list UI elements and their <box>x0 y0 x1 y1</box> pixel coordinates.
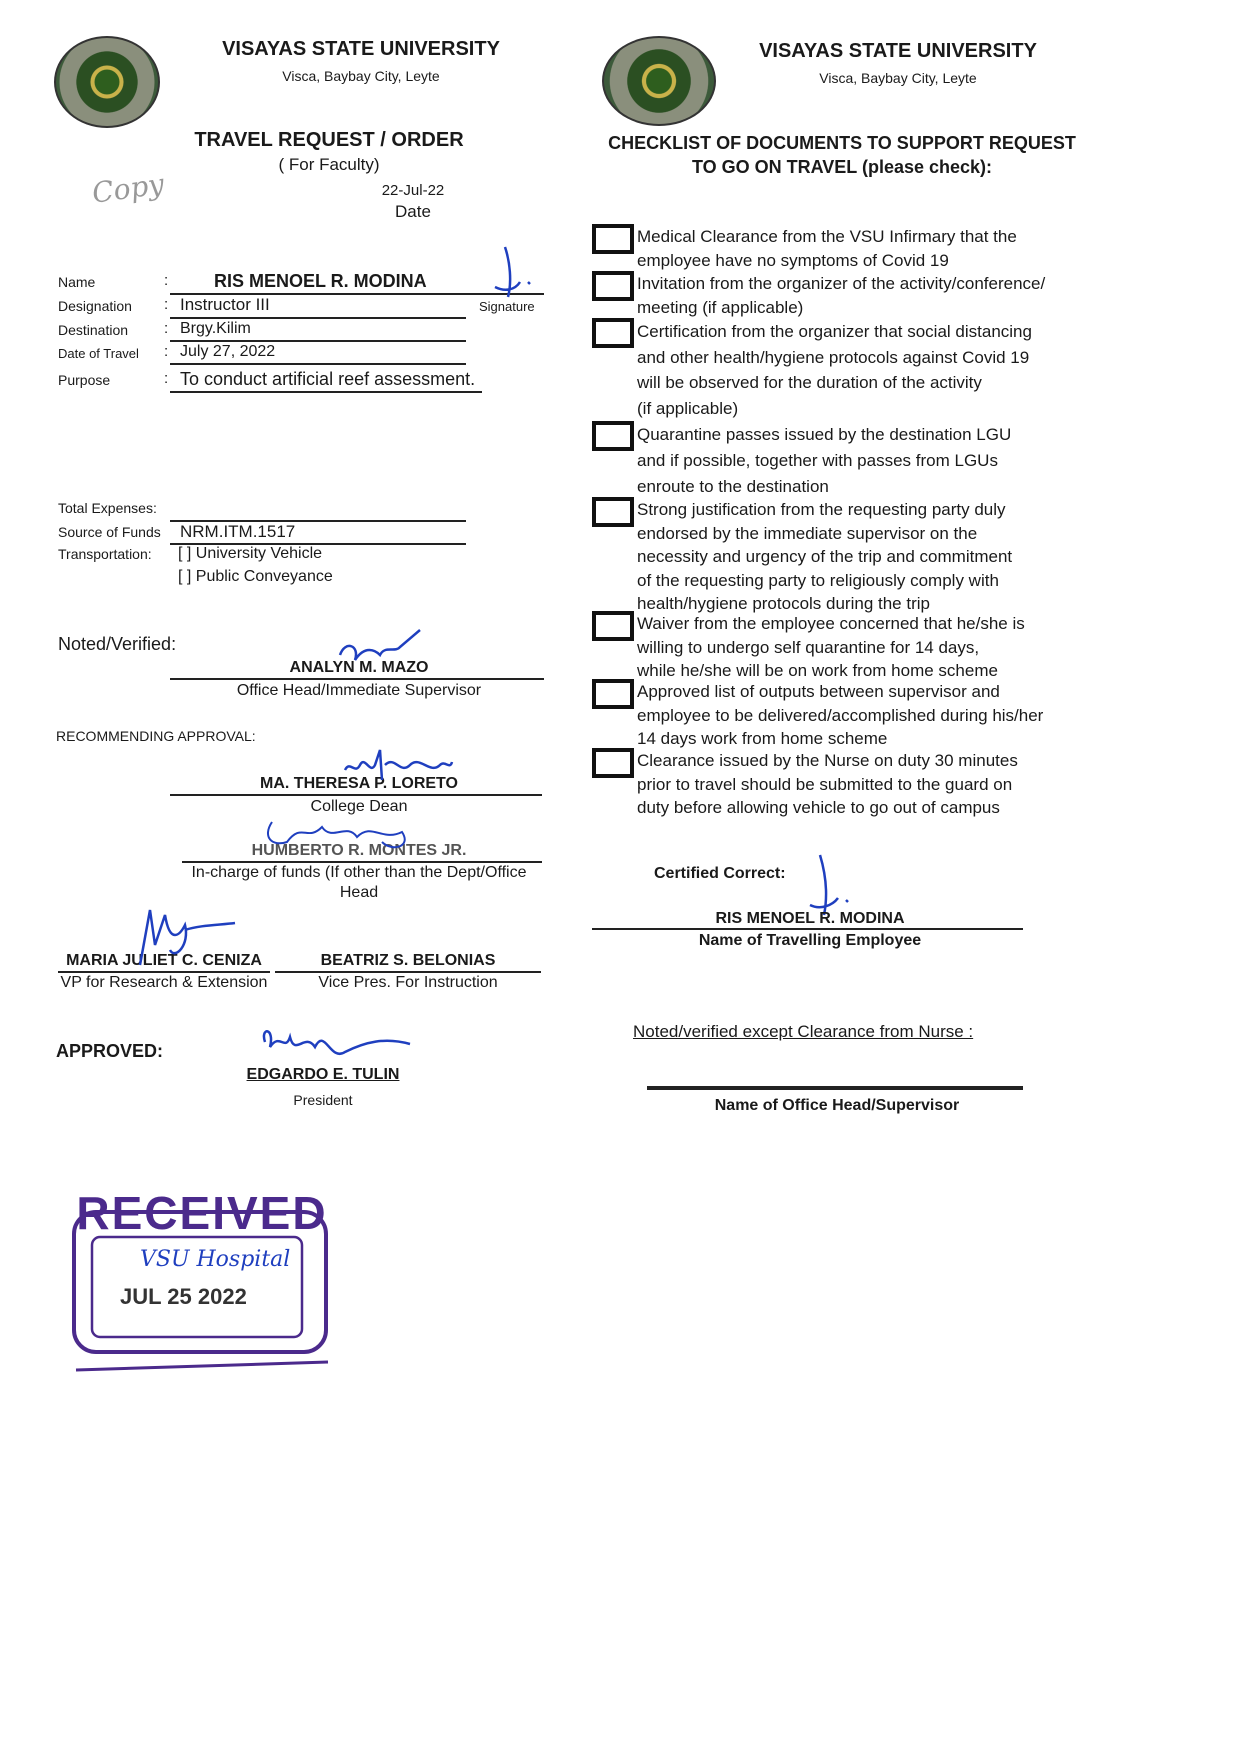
dean-title: College Dean <box>310 798 408 815</box>
designation-label: Designation <box>58 298 132 314</box>
copy-mark: Copy <box>90 167 166 210</box>
travel-date-colon: : <box>164 343 169 360</box>
dean-name: MA. THERESA P. LORETO <box>260 775 458 792</box>
checklist-item-invitation: Invitation from the organizer of the activity/conference/ meeting (if applicable) <box>637 274 1046 317</box>
travel-date-underline <box>170 363 466 365</box>
total-expenses-label: Total Expenses: <box>58 500 157 516</box>
signature-vp-research <box>130 905 240 975</box>
funds-incharge-underline <box>182 861 542 863</box>
signature-applicant <box>490 242 540 302</box>
transport-option-university-vehicle: [ ] University Vehicle <box>178 545 323 562</box>
purpose-underline <box>170 391 482 393</box>
vp-research-title: VP for Research & Extension <box>60 974 268 991</box>
noted-underline <box>170 678 544 680</box>
vp-research-name: MARIA JULIET C. CENIZA <box>66 952 262 969</box>
university-name: VISAYAS STATE UNIVERSITY <box>222 38 500 60</box>
signature-funds-incharge <box>262 812 432 857</box>
checklist-checkbox-approved-outputs[interactable] <box>592 679 634 709</box>
destination-label: Destination <box>58 322 129 338</box>
signature-president <box>255 1022 415 1072</box>
funds-incharge-title-1: In-charge of funds (If other than the Dept/Office <box>191 864 527 881</box>
university-address: Visca, Baybay City, Leyte <box>282 68 440 84</box>
office-head-signature-line <box>647 1086 1023 1090</box>
checklist-checkbox-medical-clearance[interactable] <box>592 224 634 254</box>
checklist-title-1: CHECKLIST OF DOCUMENTS TO SUPPORT REQUEST <box>608 133 1076 153</box>
destination-colon: : <box>164 320 169 337</box>
travelling-employee-name: RIS MENOEL R. MODINA <box>715 910 905 927</box>
name-value: RIS MENOEL R. MODINA <box>214 271 427 291</box>
name-colon: : <box>164 272 169 289</box>
checklist-item-nurse-clearance: Clearance issued by the Nurse on duty 30 minutes prior to travel should be submitted to the guard on duty before allowing vehicle to go out of campus <box>637 751 1018 817</box>
destination-value: Brgy.Kilim <box>180 320 251 337</box>
purpose-value: To conduct artificial reef assessment. <box>180 369 476 389</box>
funds-incharge-title-2: Head <box>339 884 379 901</box>
noted-verified-label: Noted/Verified: <box>58 634 177 654</box>
approved-label: APPROVED: <box>56 1041 164 1061</box>
dean-underline <box>170 794 542 796</box>
president-title: President <box>293 1092 353 1108</box>
vp-instruction-title: Vice Pres. For Instruction <box>318 974 498 991</box>
travel-date-value: July 27, 2022 <box>180 343 276 360</box>
signature-label: Signature <box>479 299 535 314</box>
travelling-employee-caption: Name of Travelling Employee <box>698 932 922 949</box>
source-of-funds-value: NRM.ITM.1517 <box>180 522 296 541</box>
nurse-clearance-note: Noted/verified except Clearance from Nurse : <box>633 1022 974 1041</box>
vp-instruction-name: BEATRIZ S. BELONIAS <box>320 952 496 969</box>
university-address-right: Visca, Baybay City, Leyte <box>819 70 977 86</box>
office-head-caption: Name of Office Head/Supervisor <box>714 1097 960 1114</box>
stamp-handwritten-note: VSU Hospital <box>140 1247 291 1272</box>
checklist-checkbox-justification[interactable] <box>592 497 634 527</box>
designation-value: Instructor III <box>180 295 270 314</box>
checklist-item-quarantine-passes: Quarantine passes issued by the destination LGU and if possible, together with passes from LGUs enroute to the destination <box>637 425 1012 496</box>
funds-incharge-name: HUMBERTO R. MONTES JR. <box>251 842 467 859</box>
checklist-item-approved-outputs: Approved list of outputs between supervisor and employee to be delivered/accomplished during his/her 14 days work from home scheme <box>637 682 1044 748</box>
source-of-funds-label: Source of Funds <box>58 524 161 540</box>
form-title: TRAVEL REQUEST / ORDER <box>194 129 464 151</box>
date-value: 22-Jul-22 <box>381 182 445 199</box>
designation-underline <box>170 317 466 319</box>
checklist-checkbox-nurse-clearance[interactable] <box>592 748 634 778</box>
checklist-item-medical-clearance: Medical Clearance from the VSU Infirmary that the employee have no symptoms of Covid 19 <box>637 227 1017 270</box>
university-name-right: VISAYAS STATE UNIVERSITY <box>759 40 1037 62</box>
stamp-word: RECEIVED <box>76 1187 328 1239</box>
university-seal-logo <box>54 36 160 128</box>
checklist-checkbox-invitation[interactable] <box>592 271 634 301</box>
name-label: Name <box>58 274 96 290</box>
received-stamp <box>70 1187 334 1375</box>
designation-colon: : <box>164 296 169 313</box>
university-seal-logo-right <box>602 36 716 126</box>
president-name: EDGARDO E. TULIN <box>246 1066 400 1083</box>
purpose-label: Purpose <box>58 372 111 388</box>
form-subtitle: ( For Faculty) <box>278 155 380 174</box>
noted-name: ANALYN M. MAZO <box>289 659 429 676</box>
checklist-checkbox-waiver[interactable] <box>592 611 634 641</box>
recommending-approval-label: RECOMMENDING APPROVAL: <box>56 728 256 744</box>
checklist-item-waiver: Waiver from the employee concerned that he/she is willing to undergo self quarantine for 14 days, while he/she will be on work from home scheme <box>637 614 1025 680</box>
signature-noted <box>335 625 425 670</box>
noted-title: Office Head/Immediate Supervisor <box>236 682 482 699</box>
checklist-title-2: TO GO ON TRAVEL (please check): <box>691 157 993 177</box>
checklist-checkbox-certification[interactable] <box>592 318 634 348</box>
travel-date-label: Date of Travel <box>58 346 139 361</box>
checklist-checkbox-quarantine-passes[interactable] <box>592 421 634 451</box>
certified-correct-label: Certified Correct: <box>654 865 786 882</box>
purpose-colon: : <box>164 370 169 387</box>
transportation-label: Transportation: <box>58 546 152 562</box>
travelling-employee-underline <box>592 928 1023 930</box>
checklist-item-justification: Strong justification from the requesting party duly endorsed by the immediate supervisor on the necessity and urgency of the trip and commitment of the requesting party to religiously comply with health/hygiene protocols during the trip <box>637 500 1013 613</box>
transport-option-public-conveyance: [ ] Public Conveyance <box>178 568 333 585</box>
stamp-date: JUL 25 2022 <box>120 1284 247 1309</box>
destination-underline <box>170 340 466 342</box>
date-label: Date <box>395 202 431 221</box>
checklist-item-certification: Certification from the organizer that social distancing and other health/hygiene protocols against Covid 19 will be observed for the duration of the activity (if applicable) <box>637 322 1032 418</box>
vp-instruction-underline <box>275 971 541 973</box>
signature-dean <box>340 740 460 785</box>
